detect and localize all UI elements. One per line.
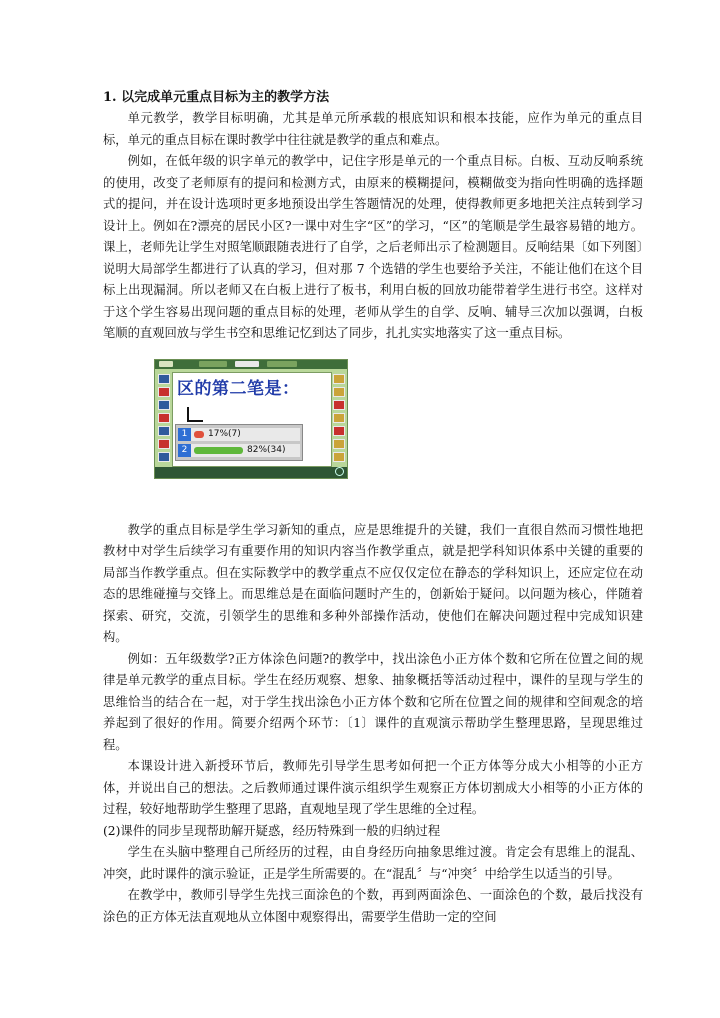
poll-bar bbox=[194, 447, 243, 454]
paragraph: 本课设计进入新授环节后，教师先引导学生思考如何把一个正方体等分成大小相等的小正方体，并说出自己的想法。之后教师通过课件演示组织学生观察正方体切割成大小相等的小正方体的过程，较好地帮助学生整理了思路，直观地呈现了学生思维的全过程。 bbox=[103, 759, 643, 816]
figure bbox=[103, 345, 643, 520]
paragraph: 单元教学，教学目标明确，尤其是单元所承载的根底知识和根本技能，应作为单元的重点目标，单元的重点目标在课时教学中往往就是教学的重点和难点。 bbox=[103, 111, 643, 147]
stroke-mark bbox=[187, 420, 203, 422]
whiteboard-screenshot bbox=[154, 359, 348, 479]
paragraph: 学生在头脑中整理自己所经历的过程，由自身经历向抽象思维过渡。肯定会有思维上的混乱、冲突，此时课件的演示验证，正是学生所需要的。在“混乱〞与“冲突〞中给学生以适当的引导。 bbox=[103, 845, 643, 881]
document-body bbox=[103, 88, 643, 928]
question-text: 区的第二笔是： bbox=[177, 378, 300, 399]
section-heading: 1. 以完成单元重点目标为主的教学方法 bbox=[103, 90, 330, 105]
right-tool-panel bbox=[332, 372, 345, 467]
poll-result-panel bbox=[175, 424, 303, 461]
option-number: 2 bbox=[178, 444, 191, 457]
poll-row bbox=[178, 444, 300, 457]
poll-value: 17%(7) bbox=[208, 428, 241, 439]
paragraph: 教学的重点目标是学生学习新知的重点，应是思维提升的关键，我们一直很自然而习惯性地把教材中对学生后续学习有重要作用的知识内容当作教学重点，就是把学科知识体系中关键的重要的局部当作教学重点。但在实际教学中的教学重点不应仅仅定位在静态的学科知识上，还应定位在动态的思维碰撞与交锋上。而思维总是在面临问题时产生的，创新始于疑问。以问题为核心，伴随着探索、研究，交流，引领学生的思维和多种外部操作活动，使他们在解决问题过程中完成知识建构。 bbox=[103, 522, 643, 644]
poll-row bbox=[178, 428, 300, 441]
paragraph: 例如：五年级数学?正方体涂色问题?的教学中，找出涂色小正方体个数和它所在位置之间的规律是单元教学的重点目标。学生在经历观察、想象、抽象概括等活动过程中，课件的呈现与学生的思维恰当的结合在一起，对于学生找出涂色小正方体个数和它所在位置之间的规律和空间观念的培养起到了很好的作用。简要介绍两个环节：〔1〕课件的直观演示帮助学生整理思路，呈现思维过程。 bbox=[103, 651, 643, 752]
toolbar-strip bbox=[155, 360, 347, 369]
left-tool-panel bbox=[157, 372, 170, 467]
paragraph: (2)课件的同步呈现帮助解开疑惑，经历特殊到一般的归纳过程 bbox=[103, 823, 441, 838]
option-number: 1 bbox=[178, 428, 191, 441]
poll-value: 82%(34) bbox=[247, 444, 286, 455]
paragraph: 在教学中，教师引导学生先找三面涂色的个数，再到两面涂色、一面涂色的个数，最后找没有涂色的正方体无法直观地从立体图中观察得出，需要学生借助一定的空间 bbox=[103, 888, 643, 924]
paragraph: 例如，在低年级的识字单元的教学中，记住字形是单元的一个重点目标。白板、互动反响系统的使用，改变了老师原有的提问和检测方式，由原来的模糊提问，模糊做变为指向性明确的选择题式的提问，并在设计选项时更多地预设出学生答题情况的处理，使得教师更多地把关注点转到学习设计上。例如在?漂亮的居民小区?一课中对生字“区”的学习，“区”的笔顺是学生最容易错的地方。课上，老师先让学生对照笔顺跟随表进行了自学，之后老师出示了检测题目。反响结果〔如下列图〕说明大局部学生都进行了认真的学习，但对那 7 个选错的学生也要给予关注，不能让他们在这个目标上出现漏洞。所以老师又在白板上进行了板书，利用白板的回放功能带着学生进行书空。这样对于这个学生容易出现问题的重点目标的处理，老师从学生的自学、反响、辅导三次加以强调，白板笔顺的直观回放与学生书空和思维记忆到达了同步，扎扎实实地落实了这一重点目标。 bbox=[103, 154, 643, 340]
bottom-toolbar-strip bbox=[155, 467, 347, 478]
poll-bar bbox=[194, 431, 204, 438]
circle-icon bbox=[335, 467, 344, 476]
